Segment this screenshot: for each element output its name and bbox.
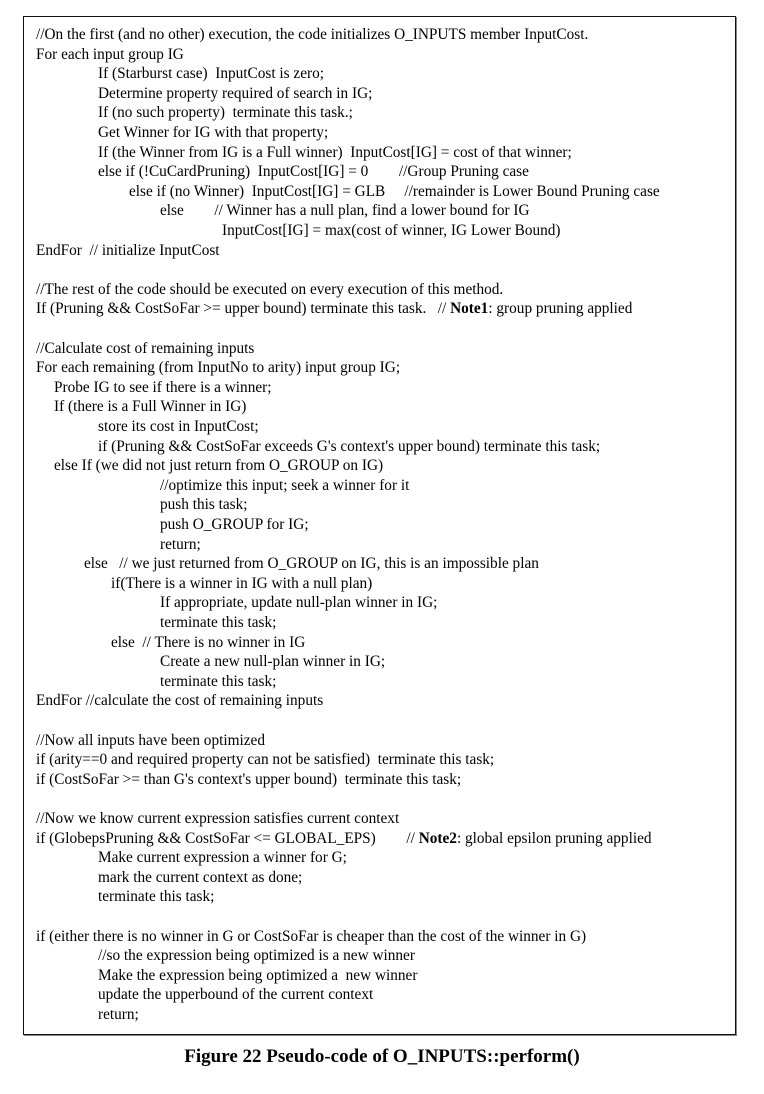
code-line [98, 848, 347, 868]
code-line [160, 535, 201, 555]
code-text: return; [160, 535, 201, 553]
code-line [222, 221, 561, 241]
note-label: Note2 [418, 829, 457, 847]
code-line [160, 593, 437, 613]
code-text: else If (we did not just return from O_GROUP on IG) [54, 457, 384, 475]
code-line [98, 966, 417, 986]
code-line [98, 123, 328, 143]
code-text: //so the expression being optimized is a new winner [98, 947, 415, 965]
code-text: If (no such property) terminate this task.; [98, 104, 353, 122]
code-line [98, 985, 373, 1005]
code-text: EndFor // initialize InputCost [36, 241, 220, 259]
code-line [36, 45, 184, 65]
code-line [111, 574, 372, 594]
code-text: For each input group IG [36, 45, 184, 63]
code-text: Determine property required of search in IG; [98, 84, 373, 102]
code-line [160, 495, 248, 515]
code-line [36, 339, 254, 359]
code-line [36, 770, 461, 790]
code-line [36, 927, 586, 947]
code-line [36, 809, 399, 829]
code-text: else if (!CuCardPruning) InputCost[IG] = 0 //Group Pruning case [98, 163, 529, 181]
code-text: terminate this task; [98, 888, 215, 906]
code-line [98, 868, 302, 888]
code-line [54, 397, 246, 417]
code-line [98, 437, 600, 457]
code-line [36, 731, 265, 751]
code-text: if (either there is no winner in G or CostSoFar is cheaper than the cost of the winner in G) [36, 927, 587, 945]
code-line [98, 143, 572, 163]
code-line [36, 241, 220, 261]
code-text: if (arity==0 and required property can not be satisfied) terminate this task; [36, 751, 495, 769]
code-line [98, 162, 529, 182]
code-text: return; [98, 1006, 139, 1023]
code-line [36, 750, 494, 770]
figure-caption: Figure 22 Pseudo-code of O_INPUTS::perform() [184, 1046, 580, 1067]
code-text: Probe IG to see if there is a winner; [54, 378, 272, 396]
code-line [98, 417, 259, 437]
code-line [160, 201, 530, 221]
code-line [160, 476, 409, 496]
pseudo-code-box [23, 16, 736, 1035]
code-line [36, 358, 400, 378]
note-text: : group pruning applied [488, 300, 633, 318]
code-line [160, 613, 276, 633]
code-line [160, 652, 385, 672]
code-text: if (GlobepsPruning && CostSoFar <= GLOBAL_EPS) // [36, 829, 419, 847]
code-text: If (there is a Full Winner in IG) [54, 398, 247, 416]
code-text: If (the Winner from IG is a Full winner) InputCost[IG] = cost of that winner; [98, 143, 572, 161]
code-text: If (Starburst case) InputCost is zero; [98, 65, 324, 83]
code-line [129, 182, 660, 202]
code-text: mark the current context as done; [98, 868, 303, 886]
code-text: EndFor //calculate the cost of remaining inputs [36, 692, 324, 710]
code-line [36, 280, 503, 300]
code-text: //Now we know current expression satisfies current context [36, 810, 400, 827]
code-line [54, 378, 272, 398]
code-line [98, 84, 372, 104]
code-text: If (Pruning && CostSoFar >= upper bound) terminate this task. // [36, 300, 451, 318]
code-text: else // Winner has a null plan, find a lower bound for IG [160, 202, 530, 220]
code-text: InputCost[IG] = max(cost of winner, IG Lower Bound) [222, 222, 561, 239]
code-line [36, 829, 652, 849]
code-text: //On the first (and no other) execution, the code initializes O_INPUTS member InputCost. [36, 26, 589, 43]
code-line [160, 672, 276, 692]
code-text: terminate this task; [160, 672, 277, 690]
code-text: //Calculate cost of remaining inputs [36, 339, 255, 357]
code-line [98, 1005, 139, 1025]
code-text: terminate this task; [160, 614, 277, 631]
note-text: : global epsilon pruning applied [456, 829, 652, 847]
code-text: If appropriate, update null-plan winner in IG; [160, 594, 438, 612]
code-text: store its cost in InputCost; [98, 418, 259, 435]
code-text: Create a new null-plan winner in IG; [160, 653, 386, 671]
code-text: //optimize this input; seek a winner for it [160, 476, 410, 494]
code-text: //The rest of the code should be executed on every execution of this method. [36, 280, 504, 298]
code-text: else if (no Winner) InputCost[IG] = GLB //remainder is Lower Bound Pruning case [129, 182, 660, 200]
code-text: if (Pruning && CostSoFar exceeds G's context's upper bound) terminate this task; [98, 437, 601, 455]
code-text: Get Winner for IG with that property; [98, 124, 329, 141]
code-text: Make current expression a winner for G; [98, 849, 347, 867]
code-line [84, 554, 539, 574]
code-text: Make the expression being optimized a new winner [98, 966, 418, 984]
code-line [36, 25, 588, 45]
code-text: else // we just returned from O_GROUP on IG, this is an impossible plan [84, 555, 539, 573]
code-text: For each remaining (from InputNo to arity) input group IG; [36, 359, 401, 377]
code-line [36, 691, 323, 711]
note-label: Note1 [450, 300, 489, 318]
code-line [98, 887, 214, 907]
code-line [160, 515, 309, 535]
code-line [111, 633, 305, 653]
code-text: if (CostSoFar >= than G's context's upper bound) terminate this task; [36, 770, 462, 788]
code-text: //Now all inputs have been optimized [36, 731, 265, 749]
code-text: push this task; [160, 496, 248, 514]
code-line [54, 456, 383, 476]
code-line [98, 946, 415, 966]
code-line [98, 64, 324, 84]
code-text: update the upperbound of the current context [98, 986, 374, 1004]
code-text: if(There is a winner in IG with a null plan) [111, 574, 373, 592]
code-text: else // There is no winner in IG [111, 633, 306, 651]
code-line [98, 103, 353, 123]
code-line [36, 299, 632, 319]
code-text: push O_GROUP for IG; [160, 516, 309, 533]
